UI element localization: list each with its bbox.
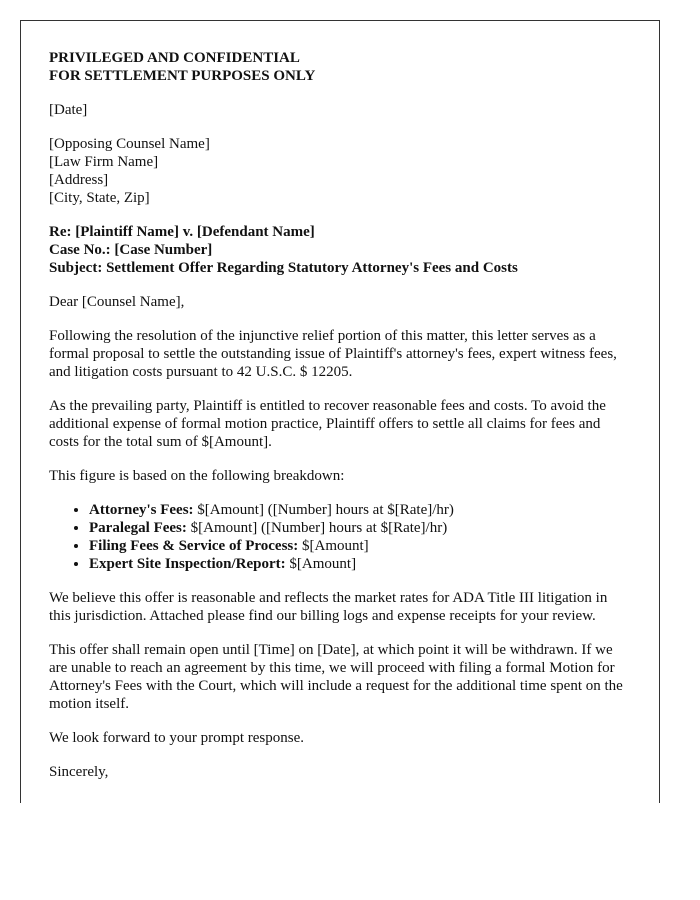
- closing: Sincerely,: [49, 764, 109, 780]
- item-label: Paralegal Fees:: [89, 520, 187, 536]
- item-value: $[Amount]: [285, 556, 357, 572]
- recipient-firm: [Law Firm Name]: [49, 154, 159, 170]
- recipient-block: [49, 135, 631, 207]
- salutation: Dear [Counsel Name],: [49, 294, 185, 310]
- item-label: Attorney's Fees:: [89, 502, 194, 518]
- confidentiality-header: [49, 49, 631, 85]
- fee-breakdown-list: [49, 501, 631, 573]
- reference-block: [49, 223, 631, 277]
- letter-page: [20, 20, 660, 803]
- recipient-name: [Opposing Counsel Name]: [49, 136, 210, 152]
- list-item: [89, 555, 631, 573]
- item-label: Filing Fees & Service of Process:: [89, 538, 299, 554]
- item-value: $[Amount] ([Number] hours at $[Rate]/hr): [186, 520, 448, 536]
- paragraph-breakdown-intro: This figure is based on the following breakdown:: [49, 468, 345, 484]
- paragraph-resolution: Following the resolution of the injunctive relief portion of this matter, this letter serves as a formal proposal to settle the outstanding issue of Plaintiff's attorney's fees, expert witness fees, and litigation costs pursuant to 42 U.S.C. $ 12205.: [49, 328, 617, 380]
- recipient-city: [City, State, Zip]: [49, 190, 150, 206]
- letter-date: [Date]: [49, 102, 88, 118]
- re-line: Re: [Plaintiff Name] v. [Defendant Name]: [49, 224, 315, 240]
- list-item: [89, 501, 631, 519]
- paragraph-closing-remark: We look forward to your prompt response.: [49, 730, 304, 746]
- case-number-line: Case No.: [Case Number]: [49, 242, 213, 258]
- item-value: $[Amount]: [298, 538, 369, 554]
- list-item: [89, 537, 631, 555]
- paragraph-reasonableness: We believe this offer is reasonable and reflects the market rates for ADA Title III litigation in this jurisdiction. Attached please find our billing logs and expense receipts for your review.: [49, 590, 608, 624]
- header-line-2: FOR SETTLEMENT PURPOSES ONLY: [49, 68, 316, 84]
- recipient-address: [Address]: [49, 172, 109, 188]
- header-line-1: PRIVILEGED AND CONFIDENTIAL: [49, 50, 300, 66]
- list-item: [89, 519, 631, 537]
- item-value: $[Amount] ([Number] hours at $[Rate]/hr): [193, 502, 454, 518]
- item-label: Expert Site Inspection/Report:: [89, 556, 286, 572]
- subject-line: Subject: Settlement Offer Regarding Statutory Attorney's Fees and Costs: [49, 260, 518, 276]
- paragraph-offer: As the prevailing party, Plaintiff is entitled to recover reasonable fees and costs. To avoid the additional expense of formal motion practice, Plaintiff offers to settle all claims for fees and costs for the total sum of $[Amount].: [49, 398, 606, 450]
- paragraph-deadline: This offer shall remain open until [Time] on [Date], at which point it will be withdrawn. If we are unable to reach an agreement by this time, we will proceed with filing a formal Motion for Attorney's Fees with the Court, which will include a request for the additional time spent on the motion itself.: [49, 642, 623, 712]
